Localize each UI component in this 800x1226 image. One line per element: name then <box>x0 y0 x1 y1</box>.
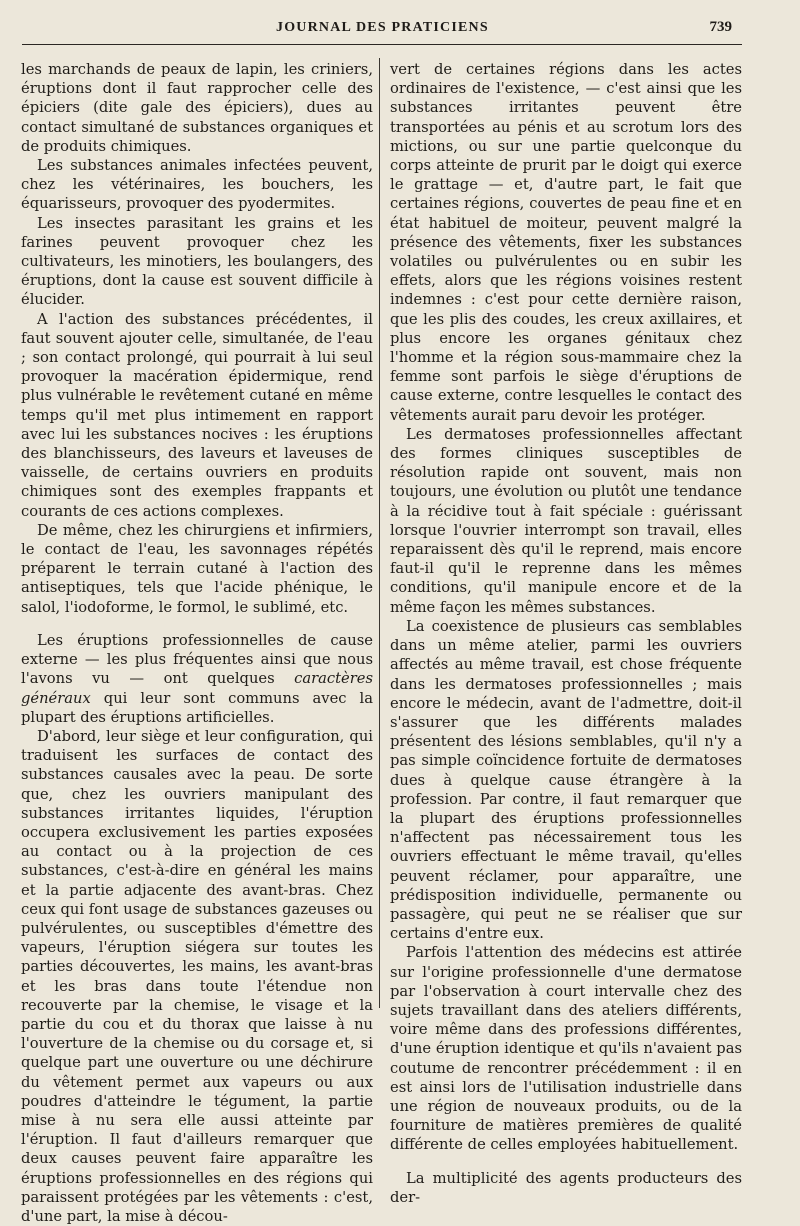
left-paragraph-7: D'abord, leur siège et leur configuration, qui traduisent les surfaces de contact des substances causales avec la peau. De sorte que, chez les ouvriers manipulant des substances irritantes liquides, l'éruption occupera exclusivement les parties exposées au contact ou à la projection de ces substances, c'est-à-dire en général les mains et la partie adjacente des avant-bras. Chez ceux qui font usage de substances gazeuses ou pulvérulentes, ou susceptibles d'émettre des vapeurs, l'éruption siégera sur toutes les parties découvertes, les mains, les avant-bras et les bras dans toute l'étendue non recouverte par la chemise, le visage et la partie du cou et du thorax que laisse à nu l'ouverture de la chemise ou du corsage et, si quelque part une ouverture ou une déchirure du vêtement permet aux vapeurs ou aux poudres d'atteindre le tégument, la partie mise à nu sera elle aussi atteinte par l'éruption. Il faut d'ailleurs remarquer que deux causes peuvent faire apparaître les éruptions professionnelles en des régions qui paraissent protégées par les vêtements : c'est, d'une part, la mise à décou- <box>21 727 373 1225</box>
left-paragraph-4: A l'action des substances précédentes, il faut souvent ajouter celle, simultanée, de l'eau ; son contact prolongé, qui pourrait à lui seul provoquer la macération épidermique, rend plus vulnérable le revêtement cutané en même temps qu'il met plus intimement en rapport avec lui les substances nocives : les éruptions des blanchisseurs, des laveurs et laveuses de vaisselle, de certains ouvriers en produits chimiques sont des exemples frappants et courants de ces actions complexes. <box>21 310 373 520</box>
header-rule <box>22 44 742 45</box>
left-paragraph-6 <box>21 631 373 727</box>
page-number: 739 <box>709 19 732 35</box>
left-paragraph-2: Les substances animales infectées peuvent, chez les vétérinaires, les bouchers, les équarisseurs, provoquer des pyodermites. <box>21 157 373 213</box>
page-header <box>0 14 800 44</box>
right-column <box>390 60 742 1207</box>
left-column <box>21 60 373 1226</box>
right-paragraph-4: Parfois l'attention des médecins est attirée sur l'origine professionnelle d'une dermatose par l'observation à court intervalle chez des sujets travaillant dans des ateliers différents, voire même dans des professions différentes, d'une éruption identique et qu'ils n'avaient pas coutume de rencontrer précédemment : il en est ainsi lors de l'utilisation industrielle dans une région de nouveaux produits, ou de la fourniture de matières premières de qualité différente de celles employées habituellement. <box>390 944 742 1154</box>
paragraph-gap <box>390 1155 742 1169</box>
left-paragraph-6-end: qui leur sont communs avec la plupart des éruptions artificielles. <box>21 689 373 726</box>
right-paragraph-2: Les dermatoses professionnelles affectant des formes cliniques susceptibles de résolution rapide ont souvent, mais non toujours, une évolution ou plutôt une tendance à la récidive tout à fait spéciale : guérissant lorsque l'ouvrier interrompt son travail, elles reparaissent dès qu'il le reprend, mais encore faut-il qu'il le reprenne dans les mêmes conditions, qu'il manipule encore et de la même façon les mêmes substances. <box>390 425 742 616</box>
left-paragraph-3: Les insectes parasitant les grains et les farines peuvent provoquer chez les cultivateurs, les minotiers, les boulangers, des éruptions, dont la cause est souvent difficile à élucider. <box>21 214 373 309</box>
right-paragraph-3: La coexistence de plusieurs cas semblables dans un même atelier, parmi les ouvriers affectés au même travail, est chose fréquente dans les dermatoses professionnelles ; mais encore le médecin, avant de l'admettre, doit-il s'assurer que les différents malades présentent des lésions semblables, qu'il n'y a pas simple coïncidence fortuite de dermatoses dues à quelque cause étrangère à la profession. Par contre, il faut remarquer que la plupart des éruptions professionnelles n'affectent pas nécessairement tous les ouvriers effectuant le même travail, qu'elles peuvent réclamer, pour apparaître, une prédisposition individuelle, permanente ou passagère, qui peut ne se réaliser que sur certains d'entre eux. <box>390 617 742 943</box>
left-paragraph-5: De même, chez les chirurgiens et infirmiers, le contact de l'eau, les savonnages répétés préparent le terrain cutané à l'action des antiseptiques, tels que l'acide phénique, le salol, l'iodoforme, le formol, le sublimé, etc. <box>21 521 373 616</box>
general-characters-emphasis: caractères généraux <box>21 670 373 707</box>
column-divider <box>379 58 380 1008</box>
left-paragraph-6-start: Les éruptions professionnelles de cause externe — les plus fréquentes ainsi que nous l'avons vu — ont quelques <box>21 631 373 688</box>
paragraph-gap <box>21 617 373 631</box>
right-paragraph-1: vert de certaines régions dans les actes ordinaires de l'existence, — c'est ainsi que les substances irritantes peuvent être transportées au pénis et au scrotum lors des mictions, ou sur une partie quelconque du corps atteinte de prurit par le doigt qui exerce le grattage — et, d'autre part, le fait que certaines régions, couvertes de peau fine et en état habituel de moiteur, peuvent malgré la présence des vêtements, fixer les substances volatiles ou pulvérulentes ou en subir les effets, alors que les régions voisines restent indemnes : c'est pour cette dernière raison, que les plis des coudes, les creux axillaires, et plus encore les organes génitaux chez l'homme et la région sous-mammaire chez la femme sont parfois le siège d'éruptions de cause externe, contre lesquelles le contact des vêtements aurait paru devoir les protéger. <box>390 61 742 424</box>
right-paragraph-5: La multiplicité des agents producteurs des der- <box>390 1169 742 1206</box>
journal-title: JOURNAL DES PRATICIENS <box>276 20 489 35</box>
left-paragraph-1: les marchands de peaux de lapin, les criniers, éruptions dont il faut rapprocher celle des épiciers (dite gale des épiciers), dues au contact simultané de substances organiques et de produits chimiques. <box>21 61 373 155</box>
